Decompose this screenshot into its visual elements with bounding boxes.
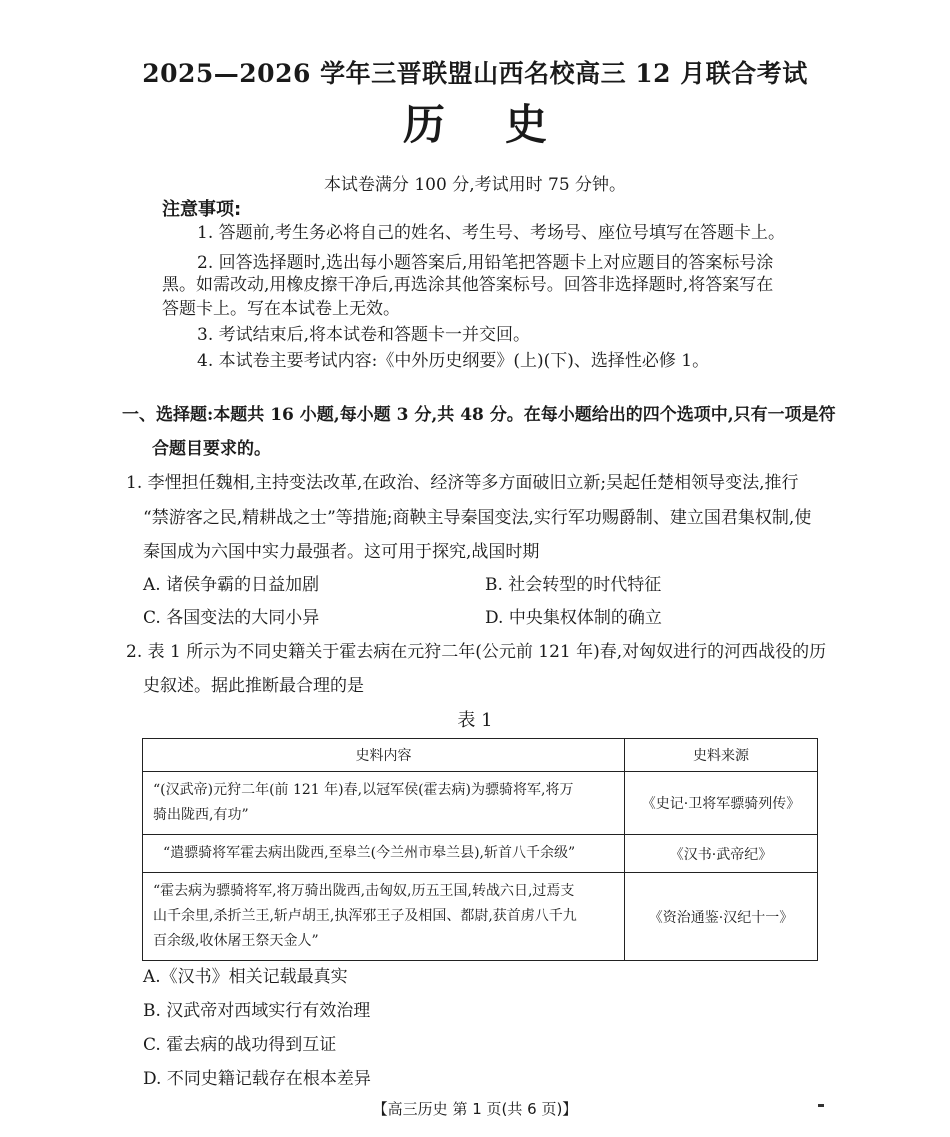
table-cell-line: 山千余里,杀折兰王,斩卢胡王,执浑邪王子及相国、都尉,获首虏八千九 <box>153 908 577 924</box>
table-caption: 表 1 <box>457 710 493 731</box>
q1-stem-line1: 1. 李悝担任魏相,主持变法改革,在政治、经济等多方面破旧立新;吴起任楚相领导变法,推行 <box>126 473 799 493</box>
q1-option-c: C. 各国变法的大同小异 <box>143 608 320 628</box>
table-cell-content <box>143 772 625 835</box>
table-cell-line: “(汉武帝)元狩二年(前 121 年)春,以冠军侯(霍去病)为骠骑将军,将万 <box>153 782 574 798</box>
table-row <box>143 772 818 835</box>
table-header-content: 史料内容 <box>143 739 625 772</box>
q2-option-a: A.《汉书》相关记载最真实 <box>143 967 348 987</box>
table-cell-line: “遣骠骑将军霍去病出陇西,至皋兰(今兰州市皋兰县),斩首八千余级” <box>163 845 576 861</box>
exam-info: 本试卷满分 100 分,考试用时 75 分钟。 <box>323 175 627 195</box>
q2-option-c: C. 霍去病的战功得到互证 <box>143 1035 337 1055</box>
table-cell-source: 《史记·卫将军骠骑列传》 <box>625 772 818 835</box>
table-cell-line: “霍去病为骠骑将军,将万骑出陇西,击匈奴,历五王国,转战六日,过焉支 <box>153 883 575 899</box>
table-cell-content <box>143 873 625 961</box>
notice-item-2-line3: 答题卡上。写在本试卷上无效。 <box>162 299 400 319</box>
notice-item-1: 1. 答题前,考生务必将自己的姓名、考生号、考场号、座位号填写在答题卡上。 <box>197 223 786 243</box>
notice-item-4: 4. 本试卷主要考试内容:《中外历史纲要》(上)(下)、选择性必修 1。 <box>197 351 710 371</box>
section-heading-line2: 合题目要求的。 <box>152 439 271 459</box>
q1-option-a: A. 诸侯争霸的日益加剧 <box>143 575 320 595</box>
notice-item-2-line1: 2. 回答选择题时,选出每小题答案后,用铅笔把答题卡上对应题目的答案标号涂 <box>197 253 774 273</box>
table-cell-source: 《汉书·武帝纪》 <box>625 835 818 873</box>
q2-stem-line1: 2. 表 1 所示为不同史籍关于霍去病在元狩二年(公元前 121 年)春,对匈奴进行的河西战役的历 <box>126 642 827 662</box>
q1-option-b: B. 社会转型的时代特征 <box>485 575 662 595</box>
notice-item-2-line2: 黑。如需改动,用橡皮擦干净后,再选涂其他答案标号。回答非选择题时,将答案写在 <box>162 275 774 295</box>
table-cell-line: 百余级,收休屠王祭天金人” <box>153 933 319 949</box>
table-header-row <box>143 739 818 772</box>
table-header-source: 史料来源 <box>625 739 818 772</box>
table-cell-content <box>143 835 625 873</box>
exam-title: 2025—2026 学年三晋联盟山西名校高三 12 月联合考试 <box>142 59 808 88</box>
notice-item-3: 3. 考试结束后,将本试卷和答题卡一并交回。 <box>197 325 531 345</box>
scan-mark <box>818 1104 824 1107</box>
page-footer: 【高三历史 第 1 页(共 6 页)】 <box>372 1100 578 1118</box>
table-row <box>143 835 818 873</box>
notice-heading: 注意事项: <box>162 199 242 220</box>
q1-option-d: D. 中央集权体制的确立 <box>485 608 662 628</box>
q1-stem-line3: 秦国成为六国中实力最强者。这可用于探究,战国时期 <box>143 542 540 562</box>
source-table <box>142 738 818 961</box>
subject-title: 历史 <box>402 100 607 149</box>
q2-option-d: D. 不同史籍记载存在根本差异 <box>143 1069 371 1089</box>
section-heading-line1: 一、选择题:本题共 16 小题,每小题 3 分,共 48 分。在每小题给出的四个选项中,只有一项是符 <box>122 405 836 425</box>
q1-stem-line2: “禁游客之民,精耕战之士”等措施;商鞅主导秦国变法,实行军功赐爵制、建立国君集权制,使 <box>143 508 812 528</box>
q2-stem-line2: 史叙述。据此推断最合理的是 <box>143 676 364 696</box>
table-cell-source: 《资治通鉴·汉纪十一》 <box>625 873 818 961</box>
table-cell-line: 骑出陇西,有功” <box>153 807 249 823</box>
table-row <box>143 873 818 961</box>
q2-option-b: B. 汉武帝对西域实行有效治理 <box>143 1001 371 1021</box>
